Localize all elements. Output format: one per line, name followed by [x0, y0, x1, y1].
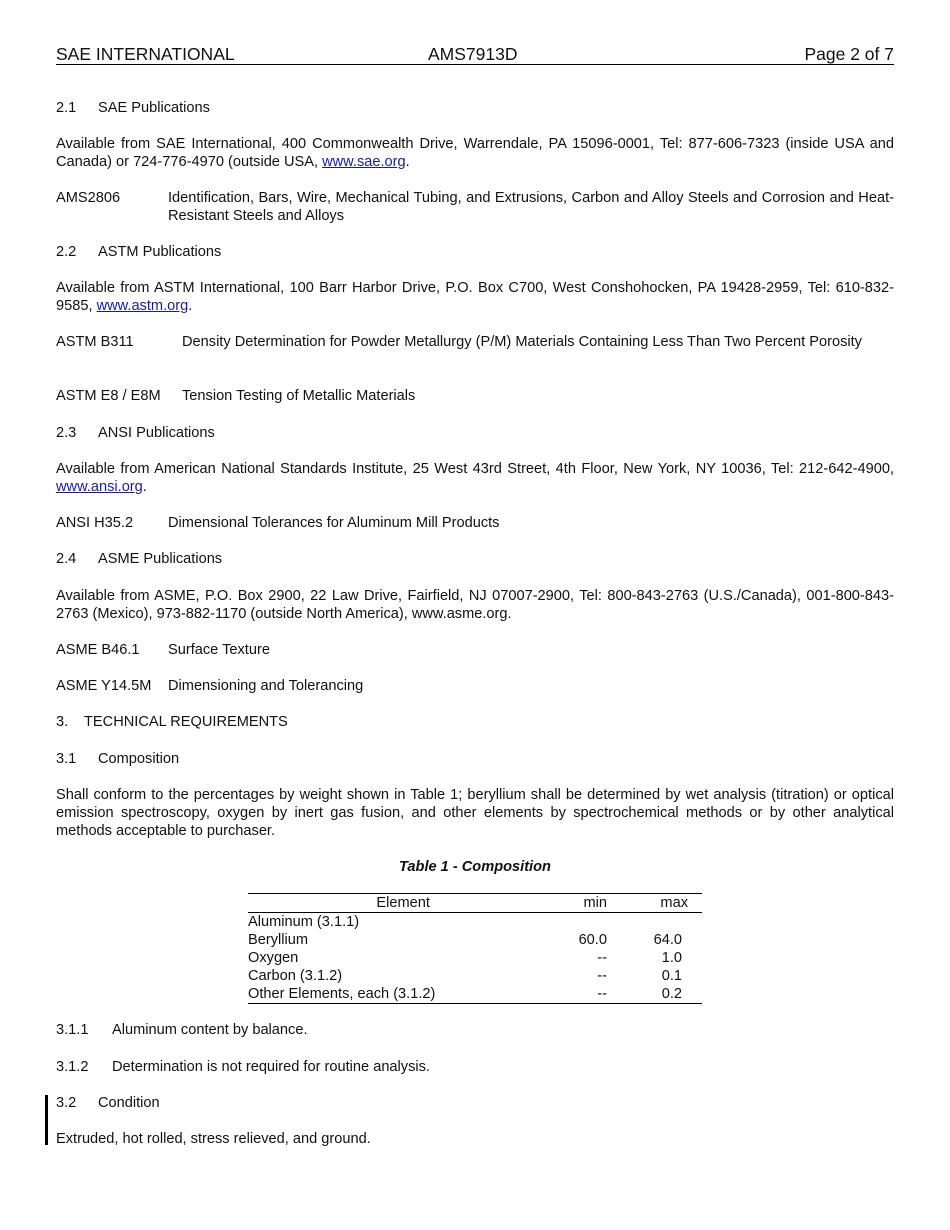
min-cell: --: [597, 950, 607, 966]
min-cell: [558, 913, 607, 932]
revision-change-bar: [45, 1095, 48, 1145]
max-cell: [607, 913, 702, 932]
section-3-title: TECHNICAL REQUIREMENTS: [84, 714, 288, 730]
header-page-number: Page 2 of 7: [804, 44, 894, 64]
section-2-2-title: ASTM Publications: [98, 244, 222, 260]
section-3-1-1-text: Aluminum content by balance.: [112, 1022, 308, 1038]
section-2-4-availability: Available from ASME, P.O. Box 2900, 22 Law Drive, Fairfield, NJ 07007-2900, Tel: 800-843-2763 (U.S./Canada), 001-800-843-2763 (Mexico), 973-882-1170 (outside North America), www.asme.org.: [56, 588, 894, 622]
min-cell: --: [597, 968, 607, 984]
ref-title: Dimensional Tolerances for Aluminum Mill Products: [168, 515, 500, 531]
section-2-3-availability: Available from American National Standards Institute, 25 West 43rd Street, 4th Floor, New York, NY 10036, Tel: 212-642-4900, www.ansi.org.: [56, 461, 894, 495]
table-row: [248, 949, 702, 967]
composition-table: [248, 893, 702, 1004]
section-3-1-number: 3.1: [56, 751, 77, 767]
column-header-element: Element: [248, 894, 558, 913]
ref-code: ASME B46.1: [56, 642, 140, 658]
ref-title: Tension Testing of Metallic Materials: [182, 388, 416, 404]
section-2-1-title: SAE Publications: [98, 100, 210, 116]
section-2-1-number: 2.1: [56, 100, 77, 116]
element-cell: Carbon (3.1.2): [248, 968, 343, 984]
section-2-1-availability: Available from SAE International, 400 Commonwealth Drive, Warrendale, PA 15096-0001, Tel: 877-606-7323 (inside USA and Canada) or 724-776-4970 (outside USA, www.sae.org.: [56, 136, 894, 170]
header-doc-number: AMS7913D: [428, 44, 518, 64]
max-cell: 64.0: [653, 932, 682, 948]
section-3-1-title: Composition: [98, 751, 180, 767]
section-3-2-title: Condition: [98, 1095, 160, 1111]
table-row: [248, 931, 702, 949]
column-header-min: min: [558, 894, 607, 913]
ref-title: Surface Texture: [168, 642, 270, 658]
column-header-max: max: [607, 894, 702, 913]
section-2-2-availability: Available from ASTM International, 100 Barr Harbor Drive, P.O. Box C700, West Conshohocken, PA 19428-2959, Tel: 610-832-9585, www.astm.org.: [56, 280, 894, 314]
section-2-4-title: ASME Publications: [98, 551, 223, 567]
header-org: SAE INTERNATIONAL: [56, 44, 235, 64]
ansi-link[interactable]: www.ansi.org: [56, 479, 143, 495]
page-header: [56, 44, 894, 65]
section-3-2-number: 3.2: [56, 1095, 77, 1111]
table-header-row: [248, 894, 702, 913]
table-row: [248, 913, 702, 932]
astm-link[interactable]: www.astm.org: [96, 298, 189, 314]
section-2-3-number: 2.3: [56, 425, 77, 441]
ref-code: AMS2806: [56, 190, 121, 206]
section-3-1-body: Shall conform to the percentages by weight shown in Table 1; beryllium shall be determined by wet analysis (titration) or optical emission spectroscopy, oxygen by inert gas fusion, and other elements by spectrochemical methods or by other analytical methods acceptable to purchaser.: [56, 787, 894, 839]
ref-code: ASTM B311: [56, 334, 134, 350]
min-cell: --: [558, 985, 607, 1004]
ref-title: Density Determination for Powder Metallurgy (P/M) Materials Containing Less Than Two Percent Porosity: [182, 334, 862, 350]
section-3-1-2-number: 3.1.2: [56, 1059, 89, 1075]
element-cell: Aluminum (3.1.1): [248, 914, 360, 930]
ref-title: Identification, Bars, Wire, Mechanical Tubing, and Extrusions, Carbon and Alloy Steels and Corrosion and Heat-Resistant Steels and Alloys: [168, 190, 894, 224]
ref-code: ASME Y14.5M: [56, 678, 152, 694]
max-cell: 0.2: [607, 985, 702, 1004]
section-3-2-body: Extruded, hot rolled, stress relieved, and ground.: [56, 1131, 371, 1147]
table-row: [248, 967, 702, 985]
section-2-2-number: 2.2: [56, 244, 77, 260]
ref-title: Dimensioning and Tolerancing: [168, 678, 364, 694]
section-3-1-1-number: 3.1.1: [56, 1022, 89, 1038]
min-cell: 60.0: [578, 932, 607, 948]
table-row: [248, 985, 702, 1004]
max-cell: 0.1: [661, 968, 682, 984]
section-2-4-number: 2.4: [56, 551, 77, 567]
element-cell: Beryllium: [248, 932, 309, 948]
sae-link[interactable]: www.sae.org: [322, 154, 406, 170]
ref-code: ANSI H35.2: [56, 515, 134, 531]
section-3-1-2-text: Determination is not required for routine analysis.: [112, 1059, 430, 1075]
max-cell: 1.0: [661, 950, 682, 966]
table-caption: Table 1 - Composition: [399, 859, 551, 875]
ref-code: ASTM E8 / E8M: [56, 388, 161, 404]
element-cell: Other Elements, each (3.1.2): [248, 985, 558, 1004]
section-2-3-title: ANSI Publications: [98, 425, 215, 441]
element-cell: Oxygen: [248, 950, 299, 966]
section-3-number: 3.: [56, 714, 69, 730]
